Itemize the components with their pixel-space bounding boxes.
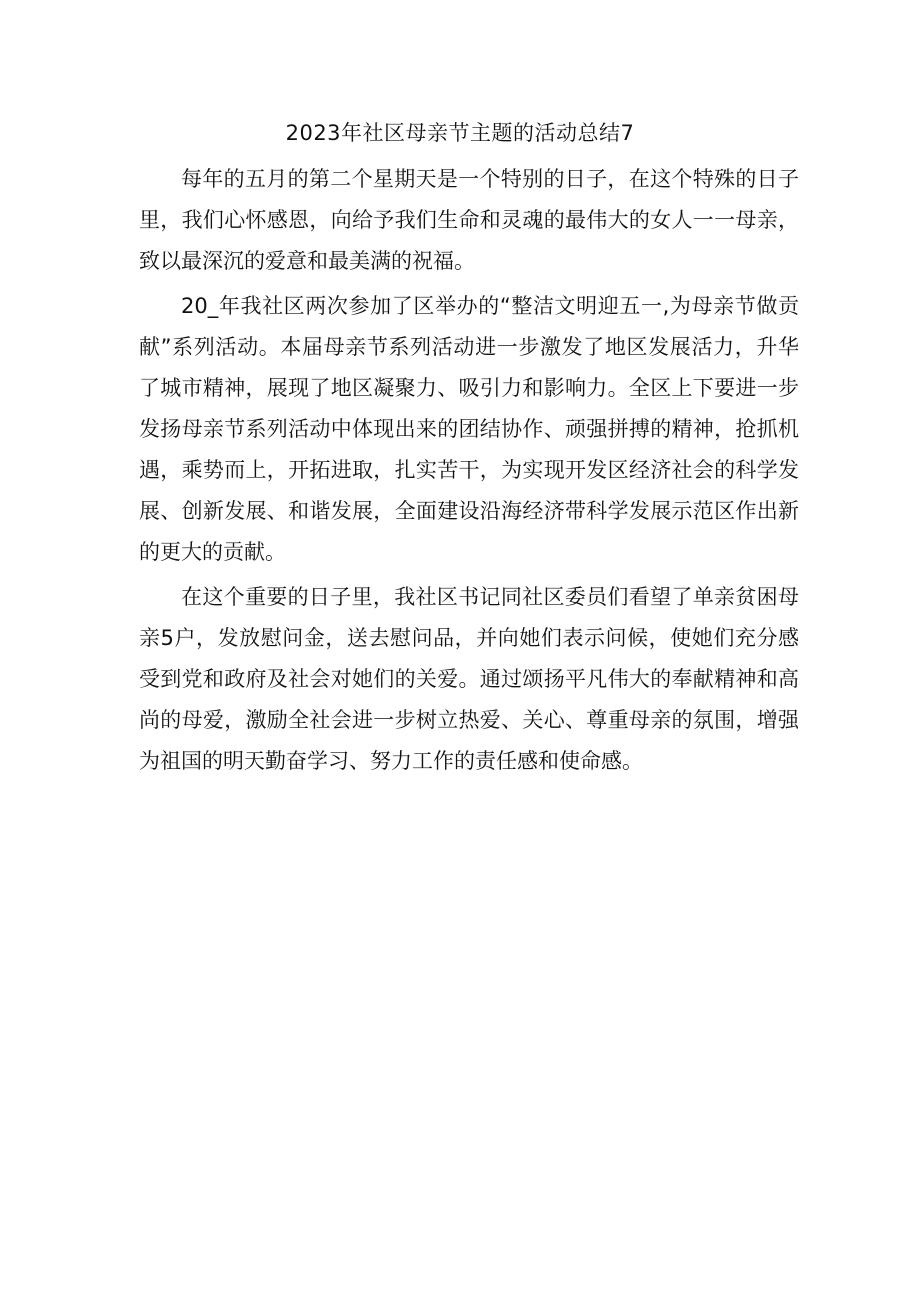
document-title: 2023年社区母亲节主题的活动总结7: [285, 121, 635, 145]
paragraph-3: 在这个重要的日子里，我社区书记同社区委员们看望了单亲贫困母亲5户，发放慰问金，送去慰问品，并向她们表示问候，使她们充分感受到党和政府及社会对她们的关爱。通过颂扬平凡伟大的奉献精神和高尚的母爱，激励全社会进一步树立热爱、关心、尊重母亲的氛围，增强为祖国的明天勤奋学习、努力工作的责任感和使命感。: [139, 585, 799, 773]
document-body: [139, 159, 799, 786]
paragraph-2: 20_年我社区两次参加了区举办的“整洁文明迎五一,为母亲节做贡献”系列活动。本届母亲节系列活动进一步激发了地区发展活力，升华了城市精神，展现了地区凝聚力、吸引力和影响力。全区上下要进一步发扬母亲节系列活动中体现出来的团结协作、顽强拼搏的精神，抢抓机遇，乘势而上，开拓进取，扎实苦干，为实现开发区经济社会的科学发展、创新发展、和谐发展，全面建设沿海经济带科学发展示范区作出新的更大的贡献。: [139, 294, 799, 564]
paragraph-1: 每年的五月的第二个星期天是一个特别的日子，在这个特殊的日子里，我们心怀感恩，向给予我们生命和灵魂的最伟大的女人一一母亲，致以最深沉的爱意和最美满的祝福。: [139, 167, 799, 273]
